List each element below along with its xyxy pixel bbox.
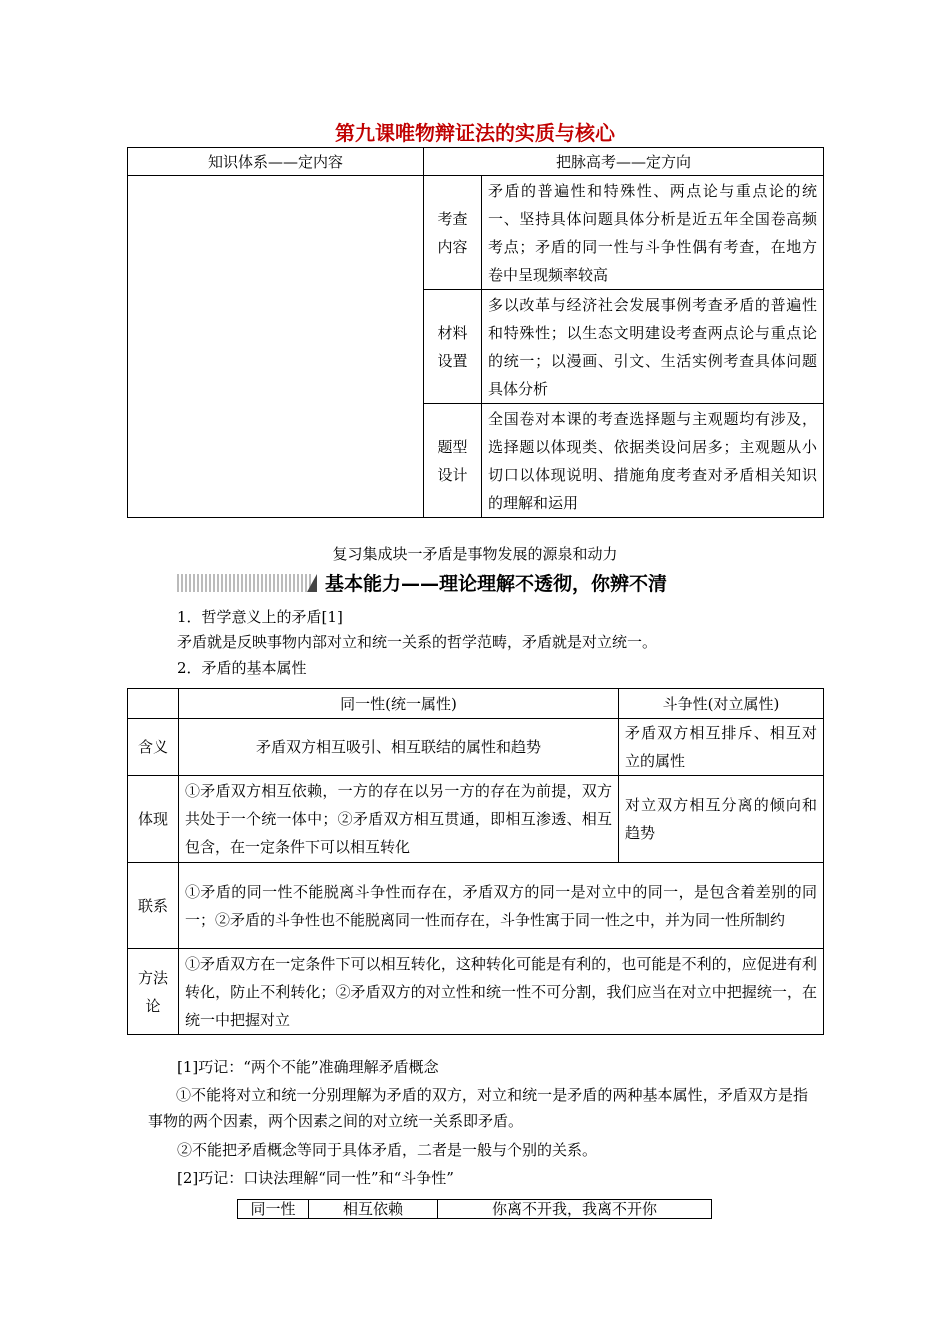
- attr-label-meaning: 含义: [128, 719, 179, 776]
- row-text-question: 全国卷对本课的考查选择题与主观题均有涉及，选择题以体现类、依据类设问居多；主观题从小切口以体现说明、措施角度考查对矛盾相关知识的理解和运用: [482, 404, 824, 518]
- attr-methodology-text: ①矛盾双方在一定条件下可以相互转化，这种转化可能是有利的，也可能是不利的，应促进有利转化，防止不利转化；②矛盾双方的对立性和统一性不可分割，我们应当在对立中把握统一，在统一中把握对立: [179, 949, 824, 1035]
- attr-connection-text: ①矛盾的同一性不能脱离斗争性而存在，矛盾双方的同一是对立中的同一，是包含着差别的同一；②矛盾的斗争性也不能脱离同一性而存在，斗争性寓于同一性之中，并为同一性所制约: [179, 863, 824, 949]
- attr-label-methodology: 方法 论: [128, 949, 179, 1035]
- banner-stripe: [177, 574, 312, 592]
- attr-meaning-identity: 矛盾双方相互吸引、相互联结的属性和趋势: [179, 719, 619, 776]
- overview-table: [127, 147, 824, 518]
- attr-label-manifest: 体现: [128, 776, 179, 863]
- attr-meaning-struggle: 矛盾双方相互排斥、相互对立的属性: [619, 719, 824, 776]
- section-banner: [177, 571, 777, 597]
- attr-manifest-identity: ①矛盾双方相互依赖，一方的存在以另一方的存在为前提，双方共处于一个统一体中；②矛盾双方相互贯通，即相互渗透、相互包含，在一定条件下可以相互转化: [179, 776, 619, 863]
- note1-paragraph2: ②不能把矛盾概念等同于具体矛盾，二者是一般与个别的关系。: [177, 1141, 598, 1159]
- row-label-material: 材料 设置: [424, 290, 482, 404]
- mnemonic-phrase: 你离不开我，我离不开你: [438, 1200, 712, 1219]
- row-text-material: 多以改革与经济社会发展事例考查矛盾的普遍性和特殊性；以生态文明建设考查两点论与重点论的统一；以漫画、引文、生活实例考查具体问题具体分析: [482, 290, 824, 404]
- attr-header-identity: 同一性(统一属性): [179, 689, 619, 719]
- header-knowledge-system: 知识体系——定内容: [128, 148, 424, 176]
- row-label-content: 考查 内容: [424, 176, 482, 290]
- point2-heading: 2．矛盾的基本属性: [177, 659, 307, 677]
- row-text-content: 矛盾的普遍性和特殊性、两点论与重点论的统一、坚持具体问题具体分析是近五年全国卷高频考点；矛盾的同一性与斗争性偶有考查，在地方卷中呈现频率较高: [482, 176, 824, 290]
- note1-heading: [1]巧记：“两个不能”准确理解矛盾概念: [177, 1058, 439, 1076]
- mnemonic-term: 同一性: [238, 1200, 309, 1219]
- point1-heading: 1．哲学意义上的矛盾[1]: [177, 608, 343, 626]
- attr-label-connection: 联系: [128, 863, 179, 949]
- page-title: 第九课唯物辩证法的实质与核心: [335, 121, 615, 145]
- section-title: 复习集成块一矛盾是事物发展的源泉和动力: [332, 545, 618, 563]
- attr-corner: [128, 689, 179, 719]
- banner-text: 基本能力——理论理解不透彻，你辨不清: [325, 573, 668, 595]
- note1-paragraph1: ①不能将对立和统一分别理解为矛盾的双方，对立和统一是矛盾的两种基本属性，矛盾双方是指事物的两个因素，两个因素之间的对立统一关系即矛盾。: [148, 1086, 808, 1130]
- banner-wedge: [307, 574, 317, 592]
- mnemonic-meaning: 相互依赖: [309, 1200, 438, 1219]
- point1-text: 矛盾就是反映事物内部对立和统一关系的哲学范畴，矛盾就是对立统一。: [177, 633, 658, 651]
- attribute-table: [127, 688, 824, 1035]
- mnemonic-table: [237, 1199, 712, 1219]
- row-label-question: 题型 设计: [424, 404, 482, 518]
- note2-heading: [2]巧记：口诀法理解“同一性”和“斗争性”: [177, 1169, 454, 1187]
- attr-header-struggle: 斗争性(对立属性): [619, 689, 824, 719]
- header-exam-direction: 把脉高考——定方向: [424, 148, 824, 176]
- attr-manifest-struggle: 对立双方相互分离的倾向和趋势: [619, 776, 824, 863]
- knowledge-diagram-area: [128, 176, 424, 518]
